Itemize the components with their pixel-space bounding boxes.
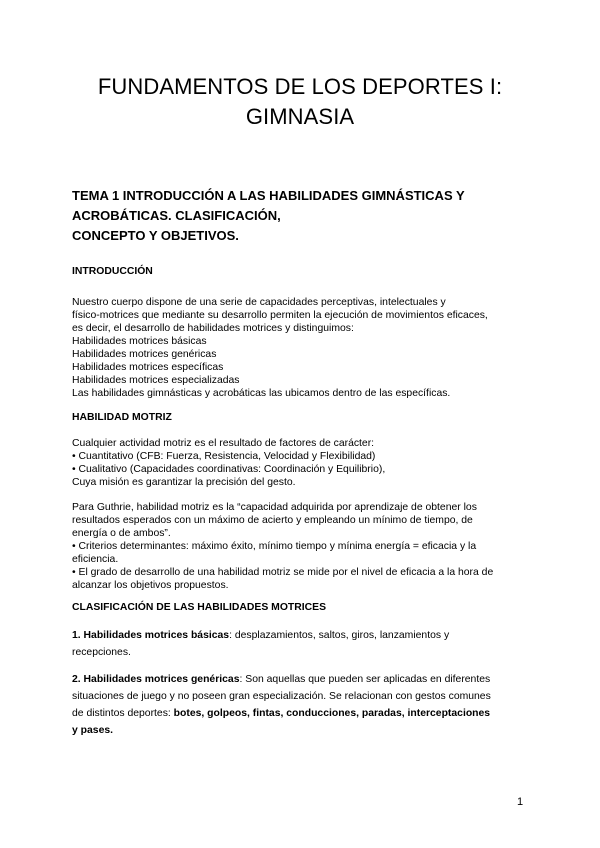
intro-paragraph bbox=[72, 296, 534, 400]
tema-line-2: ACROBÁTICAS. CLASIFICACIÓN, bbox=[72, 208, 281, 223]
item-2-line-3: de distintos deportes: bbox=[72, 708, 174, 719]
paragraph-line: Para Guthrie, habilidad motriz es la “capacidad adquirida por aprendizaje de obtener los bbox=[72, 502, 477, 513]
paragraph-line: • Cualitativo (Capacidades coordinativas: Coordinación y Equilibrio), bbox=[72, 464, 386, 475]
paragraph-line: resultados esperados con un máximo de acierto y empleando un mínimo de tiempo, de bbox=[72, 515, 473, 526]
clasificacion-item-2 bbox=[72, 671, 534, 739]
item-1-title: 1. Habilidades motrices básicas bbox=[72, 630, 230, 641]
habilidad-paragraph-2 bbox=[72, 501, 534, 592]
page-number: 1 bbox=[517, 796, 524, 808]
item-2-title: 2. Habilidades motrices genéricas bbox=[72, 674, 240, 685]
intro-line: Nuestro cuerpo dispone de una serie de capacidades perceptivas, intelectuales y bbox=[72, 297, 446, 308]
title-line-2: GIMNASIA bbox=[245, 104, 355, 129]
list-item-text: Habilidades motrices básicas bbox=[72, 336, 207, 347]
item-2-line-2: situaciones de juego y no poseen gran especialización. Se relacionan con gestos comunes bbox=[72, 691, 491, 702]
list-item-text: Habilidades motrices específicas bbox=[72, 362, 224, 373]
list-item-text: Habilidades motrices genéricas bbox=[72, 349, 217, 360]
paragraph-line: energía o de ambos”. bbox=[72, 528, 171, 539]
tema-line-3: CONCEPTO Y OBJETIVOS. bbox=[72, 228, 239, 243]
tema-line-1: TEMA 1 INTRODUCCIÓN A LAS HABILIDADES GIMNÁSTICAS Y bbox=[72, 188, 465, 203]
paragraph-line: Cuya misión es garantizar la precisión del gesto. bbox=[72, 477, 296, 488]
intro-line: físico-motrices que mediante su desarrollo permiten la ejecución de movimientos eficaces, bbox=[72, 310, 488, 321]
item-2-line-4-bold: y pases. bbox=[72, 725, 114, 736]
tema-heading bbox=[72, 186, 532, 246]
habilidad-paragraph-1 bbox=[72, 437, 534, 489]
item-1-text: : desplazamientos, saltos, giros, lanzamientos y bbox=[229, 630, 450, 641]
item-2-line-3-bold: botes, golpeos, fintas, conducciones, paradas, interceptaciones bbox=[173, 708, 491, 719]
paragraph-line: • Cuantitativo (CFB: Fuerza, Resistencia, Velocidad y Flexibilidad) bbox=[72, 451, 376, 462]
paragraph-line: • Criterios determinantes: máximo éxito, mínimo tiempo y mínima energía = eficacia y la bbox=[72, 541, 477, 552]
title-line-1: FUNDAMENTOS DE LOS DEPORTES I: bbox=[97, 74, 503, 99]
list-item bbox=[72, 374, 534, 387]
list-item bbox=[72, 361, 534, 374]
habilidad-heading: HABILIDAD MOTRIZ bbox=[72, 412, 172, 423]
clasificacion-heading: CLASIFICACIÓN DE LAS HABILIDADES MOTRICES bbox=[72, 602, 326, 613]
intro-line: es decir, el desarrollo de habilidades motrices y distinguimos: bbox=[72, 323, 354, 334]
item-2-text: : Son aquellas que pueden ser aplicadas en diferentes bbox=[239, 674, 491, 685]
document-title bbox=[0, 72, 600, 132]
list-item-text: Habilidades motrices especializadas bbox=[72, 375, 240, 386]
paragraph-line: Cualquier actividad motriz es el resultado de factores de carácter: bbox=[72, 438, 375, 449]
item-1-line-2: recepciones. bbox=[72, 647, 131, 658]
intro-closing: Las habilidades gimnásticas y acrobáticas las ubicamos dentro de las específicas. bbox=[72, 388, 451, 399]
paragraph-line: • El grado de desarrollo de una habilidad motriz se mide por el nivel de eficacia a la hora de bbox=[72, 567, 494, 578]
clasificacion-item-1 bbox=[72, 627, 534, 661]
list-item bbox=[72, 348, 534, 361]
paragraph-line: alcanzar los objetivos propuestos. bbox=[72, 580, 229, 591]
paragraph-line: eficiencia. bbox=[72, 554, 119, 565]
intro-heading: INTRODUCCIÓN bbox=[72, 266, 153, 277]
list-item bbox=[72, 335, 534, 348]
